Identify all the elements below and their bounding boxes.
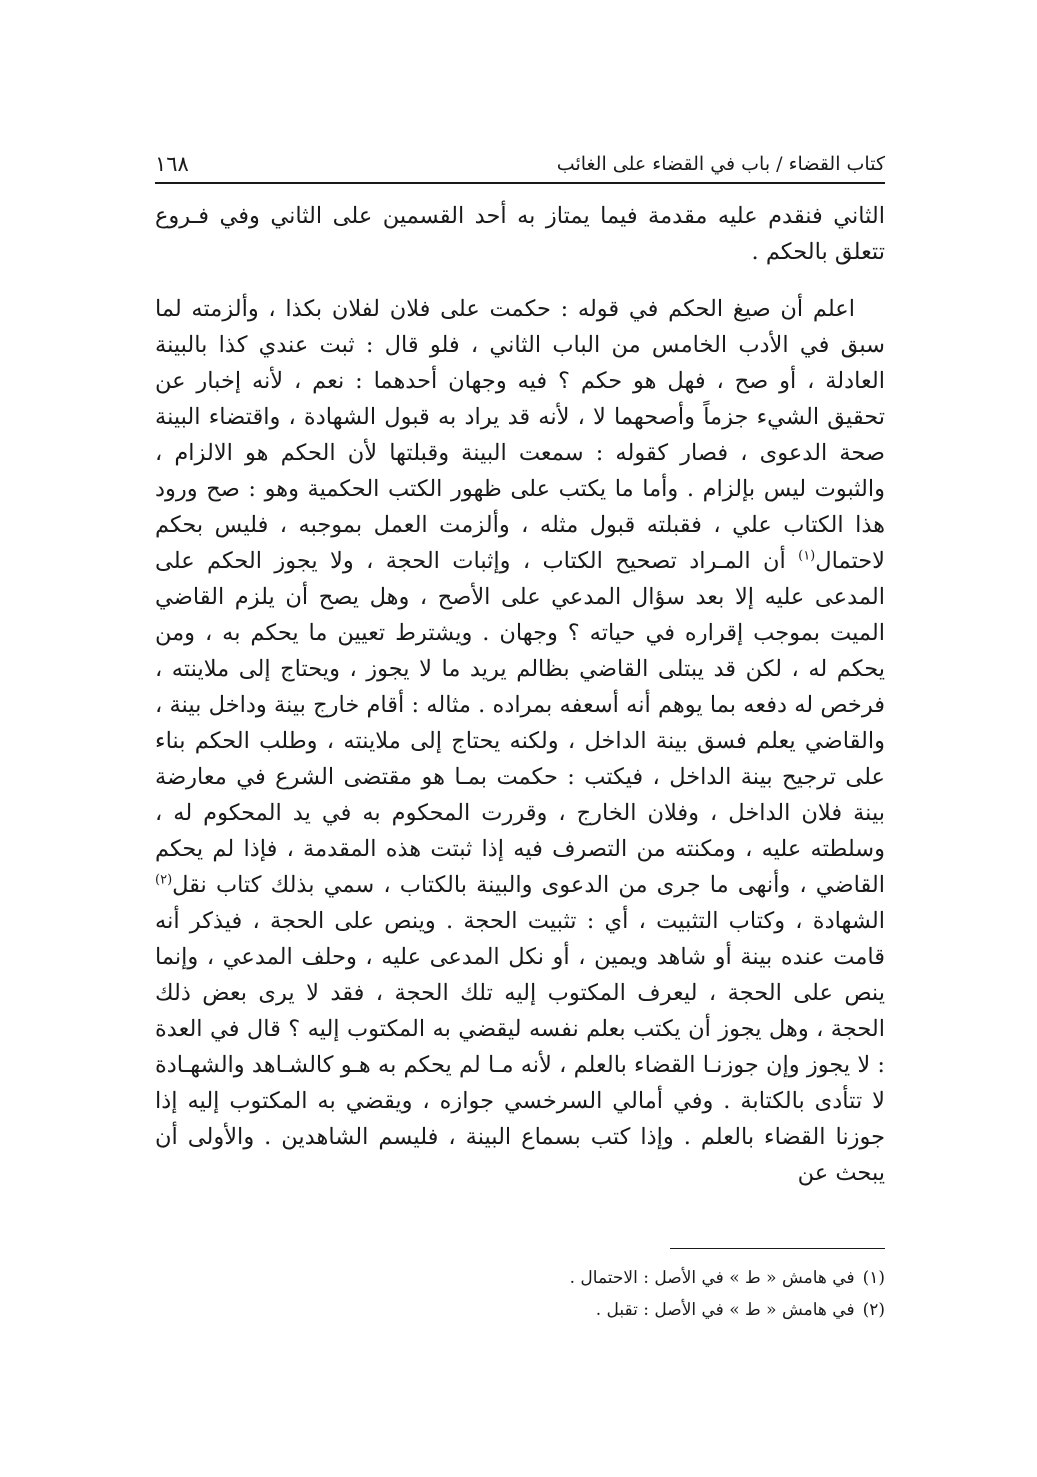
footnote-1 <box>155 1262 885 1294</box>
paragraph-2 <box>155 291 885 1191</box>
paragraph-1: الثاني فنقدم عليه مقدمة فيما يمتاز به أحد القسمين على الثاني وفي فـروع تتعلق بالحكم . <box>155 203 885 265</box>
footnote-ref-2: (٢) <box>155 872 173 888</box>
paragraph-2-part-a: اعلم أن صيغ الحكم في قوله : حكمت على فلان لفلان بكذا ، وألزمته لما سبق في الأدب الخامس من الباب الثاني ، فلو قال : ثبت عندي كذا بالبينة العادلة ، أو صح ، فهل هو حكم ؟ فيه وجهان أحدهما : نعم ، لأنه إخبار عن تحقيق الشيء جزماً وأصحهما لا ، لأنه قد يراد به قبول الشهادة ، واقتضاء البينة صحة الدعوى ، فصار كقوله : سمعت البينة وقبلتها لأن الحكم هو الالزام ، والثبوت ليس بإلزام . وأما ما يكتب على ظهور الكتب الحكمية وهو : صح ورود هذا الكتاب علي ، فقبلته قبول مثله ، وألزمت العمل بموجبه ، فليس بحكم لاحتمال <box>155 296 885 574</box>
footnote-number: (١) <box>862 1268 885 1288</box>
paragraph-2-part-b: أن المـراد تصحيح الكتاب ، وإثبات الحجة ، ولا يجوز الحكم على المدعى عليه إلا بعد سؤال المدعي على الأصح ، وهل يصح أن يلزم القاضي الميت بموجب إقراره في حياته ؟ وجهان . ويشترط تعيين ما يحكم به ، ومن يحكم له ، لكن قد يبتلى القاضي بظالم يريد ما لا يجوز ، ويحتاج إلى ملاينته ، فرخص له دفعه بما يوهم أنه أسعفه بمراده . مثاله : أقام خارج بينة وداخل بينة ، والقاضي يعلم فسق بينة الداخل ، ولكنه يحتاج إلى ملاينته ، وطلب الحكم بناء على ترجيح بينة الداخل ، فيكتب : حكمت بمـا هو مقتضى الشرع في معارضة بينة فلان الداخل ، وفلان الخارج ، وقررت المحكوم به في يد المحكوم له ، وسلطته عليه ، ومكنته من التصرف فيه إذا ثبتت هذه المقدمة ، فإذا لم يحكم القاضي ، وأنهى ما جرى من الدعوى والبينة بالكتاب ، سمي بذلك كتاب نقل <box>155 548 885 898</box>
footnote-divider <box>670 1248 885 1249</box>
footnote-number: (٢) <box>862 1300 885 1320</box>
running-title: كتاب القضاء / باب في القضاء على الغائب <box>556 153 885 175</box>
paragraph-2-part-c: الشهادة ، وكتاب التثبيت ، أي : تثبيت الحجة . وينص على الحجة ، فيذكر أنه قامت عنده بينة أو شاهد ويمين ، أو نكل المدعى عليه ، وحلف المدعي ، وإنما ينص على الحجة ، ليعرف المكتوب إليه تلك الحجة ، فقد لا يرى بعض ذلك الحجة ، وهل يجوز أن يكتب بعلم نفسه ليقضي به المكتوب إليه ؟ قال في العدة : لا يجوز وإن جوزنـا القضاء بالعلم ، لأنه مـا لم يحكم به هـو كالشـاهد والشهـادة لا تتأدى بالكتابة . وفي أمالي السرخسي جوازه ، ويقضي به المكتوب إليه إذا جوزنا القضاء بالعلم . وإذا كتب بسماع البينة ، فليسم الشاهدين . والأولى أن يبحث عن <box>155 908 885 1186</box>
footnote-2 <box>155 1294 885 1326</box>
page-header <box>155 147 885 181</box>
page-number: ١٦٨ <box>155 152 189 176</box>
footnote-ref-1: (١) <box>798 548 816 564</box>
main-text <box>155 198 885 1191</box>
header-divider <box>155 182 885 184</box>
footnote-text: في هامش « ط » في الأصل : تقبل . <box>595 1300 855 1320</box>
footnote-text: في هامش « ط » في الأصل : الاحتمال . <box>569 1268 855 1288</box>
footnotes <box>155 1262 885 1326</box>
book-page <box>155 0 885 1477</box>
